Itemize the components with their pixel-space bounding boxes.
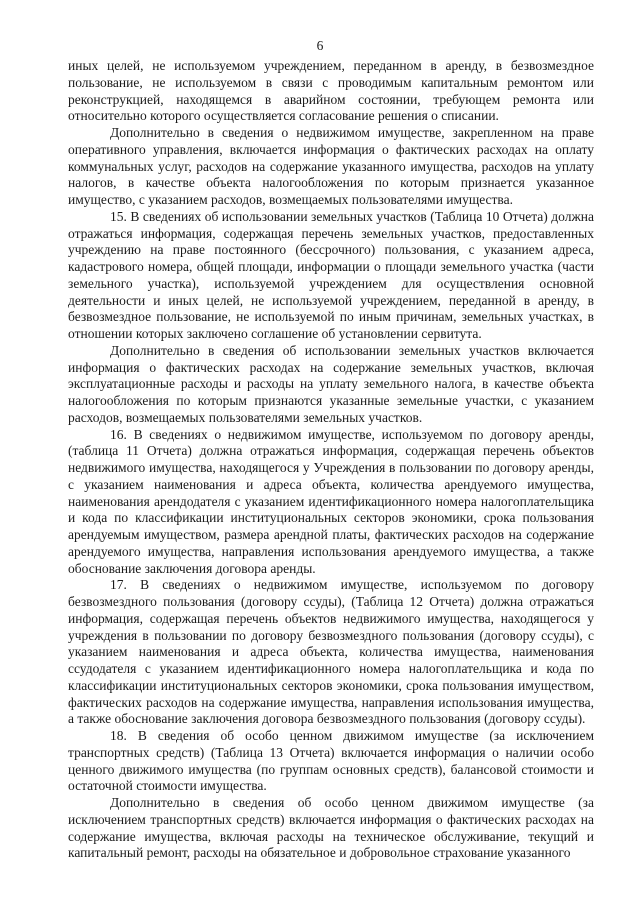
paragraph-land-costs: Дополнительно в сведения об использовании земельных участков включается информация о фактических расходах на содержание земельных участков, включая эксплуатационные расходы и расходы на уплату земельного налога, в качестве объекта налогообложения по которым признаются указанные земельные участки, с указанием расходов, возмещаемых пользователями земельных участков. (68, 342, 594, 425)
paragraph-real-estate-operational-costs: Дополнительно в сведения о недвижимом имуществе, закрепленном на праве оперативного управления, включается информация о фактических расходах на оплату коммунальных услуг, расходов на содержание указанного имущества, расходов на уплату налогов, в качестве объекта налогообложения по которым признается указанное имущество, с указанием расходов, возмещаемых пользователями имущества. (68, 125, 594, 207)
paragraph-item-17: 17. В сведениях о недвижимом имуществе, используемом по договору безвозмездного пользования (договору ссуды), (Таблица 12 Отчета) должна отражаться информация, содержащая перечень объектов недвижимого имущества, находящегося у учреждения в пользовании по договору безвозмездного пользования (договору ссуды), с указанием наименования и адреса объекта, количества имущества, наименования ссудодателя с указанием идентификационного номера налогоплательщика и кода по классификации институциональных секторов экономики, срока пользования имуществом, фактических расходов на содержание имущества, направления использования имущества, а также обоснование заключения договора безвозмездного пользования (договору ссуды). (68, 577, 594, 727)
paragraph-item-16: 16. В сведениях о недвижимом имуществе, используемом по договору аренды, (таблица 11 Отчета) должна отражаться информация, содержащая перечень объектов недвижимого имущества, находящегося у Учреждения в пользовании по договору аренды, с указанием наименования и адреса объекта, количества арендуемого имущества, наименования арендодателя с указанием идентификационного номера налогоплательщика и кода по классификации институциональных секторов экономики, срока пользования арендуемым имуществом, размера арендной платы, фактических расходов на содержание арендуемого имущества, направления использования арендуемого имущества, а также обоснование заключения договора аренды. (68, 426, 594, 576)
document-body (68, 58, 594, 862)
paragraph-item-15: 15. В сведениях об использовании земельных участков (Таблица 10 Отчета) должна отражаться информация, содержащая перечень земельных участков, предоставленных учреждению на праве постоянного (бессрочного) пользования, с указанием адреса, кадастрового номера, общей площади, информации о площади земельного участка (части земельного участка), используемой учреждением для осуществления основной деятельности и иных целей, не используемой учреждением, переданной в аренду, в безвозмездное пользование, не используемой по иным причинам, земельных участках, в отношении которых заключено соглашение об установлении сервитута. (68, 208, 594, 341)
paragraph-item-18: 18. В сведения об особо ценном движимом имуществе (за исключением транспортных средств) (Таблица 13 Отчета) включается информация о наличии особо ценного движимого имущества (по группам основных средств), балансовой стоимости и остаточной стоимости имущества. (68, 728, 594, 794)
paragraph-movable-property-costs: Дополнительно в сведения об особо ценном движимом имуществе (за исключением транспортных средств) включается информация о фактических расходах на содержание имущества, включая расходы на техническое обслуживание, текущий и капитальный ремонт, расходы на обязательное и добровольное страхование указанного (68, 795, 594, 861)
page-number: 6 (316, 38, 324, 53)
paragraph-continuation: иных целей, не используемом учреждением, переданном в аренду, в безвозмездное пользование, не используемом в связи с проводимым капитальным ремонтом или реконструкцией, находящемся в аварийном состоянии, требующем ремонта или относительно которого осуществляется согласование решения о списании. (68, 58, 594, 124)
